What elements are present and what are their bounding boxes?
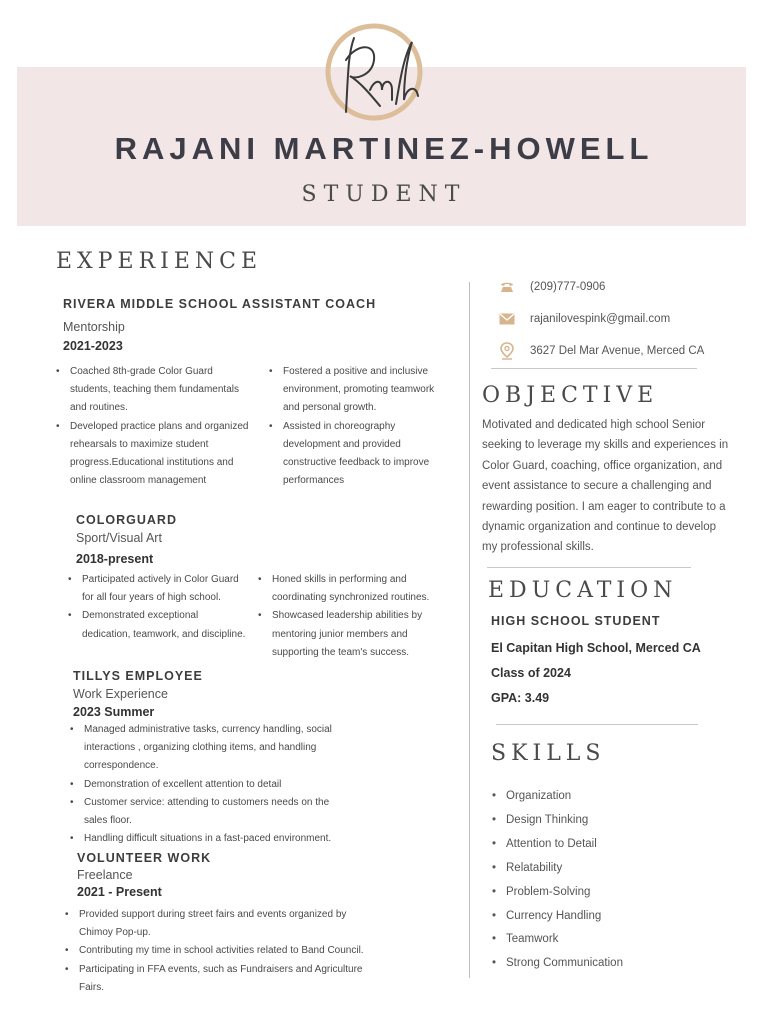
job-dates-coach: 2021-2023: [63, 339, 123, 353]
mail-icon: [497, 309, 517, 329]
contact-divider: [491, 368, 697, 369]
experience-heading: EXPERIENCE: [56, 249, 263, 274]
job-dates-volunteer: 2021 - Present: [77, 885, 162, 899]
job-title-volunteer: VOLUNTEER WORK: [77, 851, 212, 865]
job-dates-tillys: 2023 Summer: [73, 705, 155, 719]
skill-item: • Problem-Solving: [492, 881, 623, 905]
list-item: • Developed practice plans and organized rehearsals to maximize student progress.Educational institutions and online classroom management: [56, 418, 256, 491]
person-role: STUDENT: [301, 182, 467, 207]
job-subtitle-tillys: Work Experience: [73, 687, 168, 701]
volunteer-bullets: [65, 906, 365, 997]
job-title-tillys: TILLYS EMPLOYEE: [73, 669, 203, 683]
list-item: • Contributing my time in school activities related to Band Council.: [65, 942, 365, 960]
phone-icon: [497, 277, 517, 297]
list-item: • Assisted in choreography development and provided constructive feedback to improve performances: [269, 418, 441, 491]
skills-heading: SKILLS: [491, 741, 606, 766]
skill-item: • Organization: [492, 785, 623, 809]
job-dates-colorguard: 2018-present: [76, 552, 154, 566]
skill-item: • Attention to Detail: [492, 833, 623, 857]
list-item: • Coached 8th-grade Color Guard students, teaching them fundamentals and routines.: [56, 363, 256, 418]
job-subtitle-colorguard: Sport/Visual Art: [76, 531, 162, 545]
list-item: • Participating in FFA events, such as Fundraisers and Agriculture Fairs.: [65, 961, 365, 997]
education-gpa: GPA: 3.49: [491, 691, 550, 705]
list-item: • Demonstrated exceptional dedication, teamwork, and discipline.: [68, 607, 248, 643]
objective-text: Motivated and dedicated high school Senior seeking to leverage my skills and experiences in Color Guard, coaching, office organization, and event assistance to secure a challenging and rewarding position. I am eager to contribute to a dynamic organization and continue to develop my professional skills.: [482, 419, 729, 554]
email-text: rajanilovespink@gmail.com: [530, 313, 671, 325]
education-heading: EDUCATION: [488, 578, 678, 603]
address-text: 3627 Del Mar Avenue, Merced CA: [530, 345, 705, 357]
column-divider: [469, 282, 470, 978]
list-item: • Participated actively in Color Guard for all four years of high school.: [68, 571, 248, 607]
coach-bullets-right: [269, 363, 441, 490]
education-level: HIGH SCHOOL STUDENT: [491, 614, 661, 628]
phone-text: (209)777-0906: [530, 281, 606, 293]
coach-bullets-left: [56, 363, 256, 490]
contact-address: [497, 341, 704, 361]
colorguard-bullets-right: [258, 571, 438, 662]
contact-phone: [497, 277, 605, 297]
job-subtitle-volunteer: Freelance: [77, 868, 133, 882]
list-item: • Customer service: attending to customers needs on the sales floor.: [70, 794, 340, 830]
education-class: Class of 2024: [491, 666, 571, 680]
objective-divider: [487, 567, 691, 568]
skill-item: • Design Thinking: [492, 809, 623, 833]
list-item: • Showcased leadership abilities by mentoring junior members and supporting the team's success.: [258, 607, 438, 662]
skill-item: • Currency Handling: [492, 905, 623, 929]
skills-list: [492, 785, 623, 976]
tillys-bullets: [70, 721, 340, 848]
list-item: • Handling difficult situations in a fast-paced environment.: [70, 830, 340, 848]
list-item: • Honed skills in performing and coordinating synchronized routines.: [258, 571, 438, 607]
job-subtitle-coach: Mentorship: [63, 320, 125, 334]
monogram-logo: [320, 20, 428, 128]
skill-item: • Teamwork: [492, 928, 623, 952]
colorguard-bullets-left: [68, 571, 248, 644]
job-title-coach: RIVERA MIDDLE SCHOOL ASSISTANT COACH: [63, 297, 377, 311]
list-item: • Provided support during street fairs and events organized by Chimoy Pop-up.: [65, 906, 365, 942]
job-title-colorguard: COLORGUARD: [76, 513, 177, 527]
list-item: • Fostered a positive and inclusive environment, promoting teamwork and personal growth.: [269, 363, 441, 418]
location-pin-icon: [497, 341, 517, 361]
list-item: • Managed administrative tasks, currency handling, social interactions , organizing clothing items, and handling correspondence.: [70, 721, 340, 776]
list-item: • Demonstration of excellent attention to detail: [70, 776, 340, 794]
objective-heading: OBJECTIVE: [482, 383, 659, 408]
skill-item: • Strong Communication: [492, 952, 623, 976]
skill-item: • Relatability: [492, 857, 623, 881]
person-name: RAJANI MARTINEZ-HOWELL: [114, 131, 654, 166]
education-school: El Capitan High School, Merced CA: [491, 641, 701, 655]
contact-email: [497, 309, 670, 329]
education-divider: [496, 724, 698, 725]
